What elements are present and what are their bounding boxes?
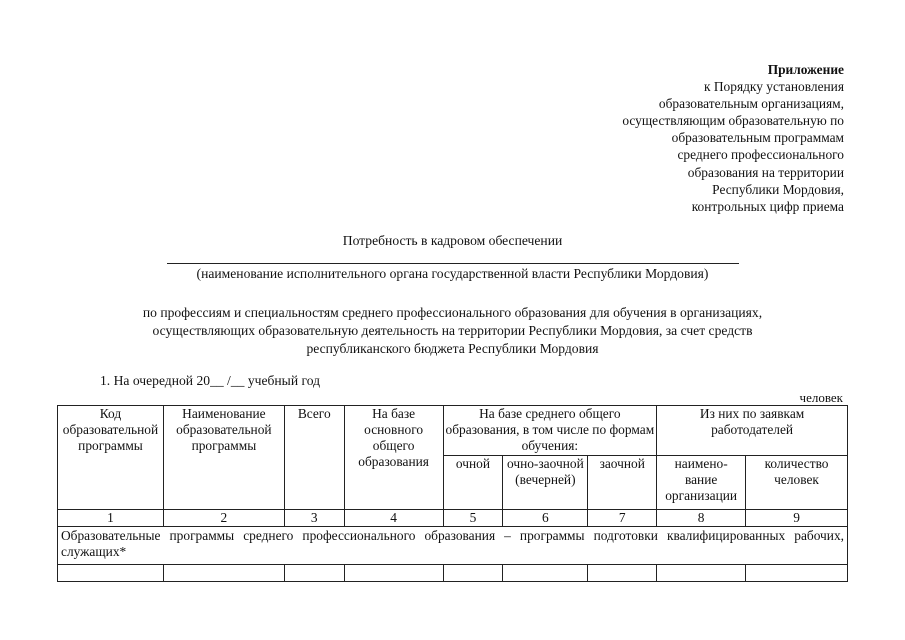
purpose-line: республиканского бюджета Республики Мордовия	[306, 341, 599, 356]
staffing-table	[57, 405, 848, 582]
empty-cell	[344, 565, 443, 582]
document-title: Потребность в кадровом обеспечении	[342, 233, 563, 248]
header-part-time: очно-заочной (вечерней)	[503, 456, 588, 510]
empty-cell	[746, 565, 848, 582]
empty-cell	[163, 565, 284, 582]
empty-cell	[503, 565, 588, 582]
empty-cell	[58, 565, 164, 582]
header-basic-education: На базе основного общего образования	[344, 406, 443, 510]
header-organization-name: наимено-вание организации	[657, 456, 746, 510]
appendix-line: контрольных цифр приема	[691, 198, 844, 214]
empty-cell	[284, 565, 344, 582]
purpose-line: по профессиям и специальностям среднего профессионального образования для обучения в организациях,	[142, 305, 763, 320]
table-row	[58, 565, 848, 582]
unit-label: человек	[799, 390, 843, 405]
appendix-line: образовательным программам	[671, 130, 844, 146]
empty-cell	[588, 565, 657, 582]
header-secondary-education: На базе среднего общего образования, в том числе по формам обучения:	[443, 406, 657, 456]
empty-cell	[657, 565, 746, 582]
section-title-row: Образовательные программы среднего профессионального образования – программы подготовки квалифицированных рабочих, служащих*	[58, 527, 848, 565]
header-correspondence: заочной	[588, 456, 657, 510]
column-number: 5	[443, 510, 503, 527]
organization-caption: (наименование исполнительного органа государственной власти Республики Мордовия)	[196, 266, 709, 281]
purpose-paragraph	[90, 304, 815, 358]
academic-year-line: 1. На очередной 20__ /__ учебный год	[100, 373, 321, 388]
column-number: 8	[657, 510, 746, 527]
appendix-line: образовательным организациям,	[658, 96, 844, 112]
column-number: 7	[588, 510, 657, 527]
column-number: 6	[503, 510, 588, 527]
appendix-line: среднего профессионального	[677, 147, 844, 163]
appendix-line: Республики Мордовия,	[712, 181, 844, 197]
header-full-time: очной	[443, 456, 503, 510]
header-program-name: Наименование образовательной программы	[163, 406, 284, 510]
header-code: Код образовательной программы	[58, 406, 164, 510]
header-people-count: количество человек	[746, 456, 848, 510]
purpose-line: осуществляющих образовательную деятельность на территории Республики Мордовия, за счет средств	[152, 323, 753, 338]
appendix-block	[622, 61, 844, 215]
appendix-line: осуществляющим образовательную по	[622, 113, 844, 129]
appendix-line: образования на территории	[687, 164, 844, 180]
fill-in-line	[167, 263, 739, 264]
appendix-title: Приложение	[767, 62, 844, 77]
header-employer-requests: Из них по заявкам работодателей	[657, 406, 848, 456]
header-total: Всего	[284, 406, 344, 510]
column-number: 4	[344, 510, 443, 527]
appendix-line: к Порядку установления	[704, 79, 844, 95]
column-number: 3	[284, 510, 344, 527]
column-number: 9	[746, 510, 848, 527]
column-number: 1	[58, 510, 164, 527]
column-number: 2	[163, 510, 284, 527]
empty-cell	[443, 565, 503, 582]
